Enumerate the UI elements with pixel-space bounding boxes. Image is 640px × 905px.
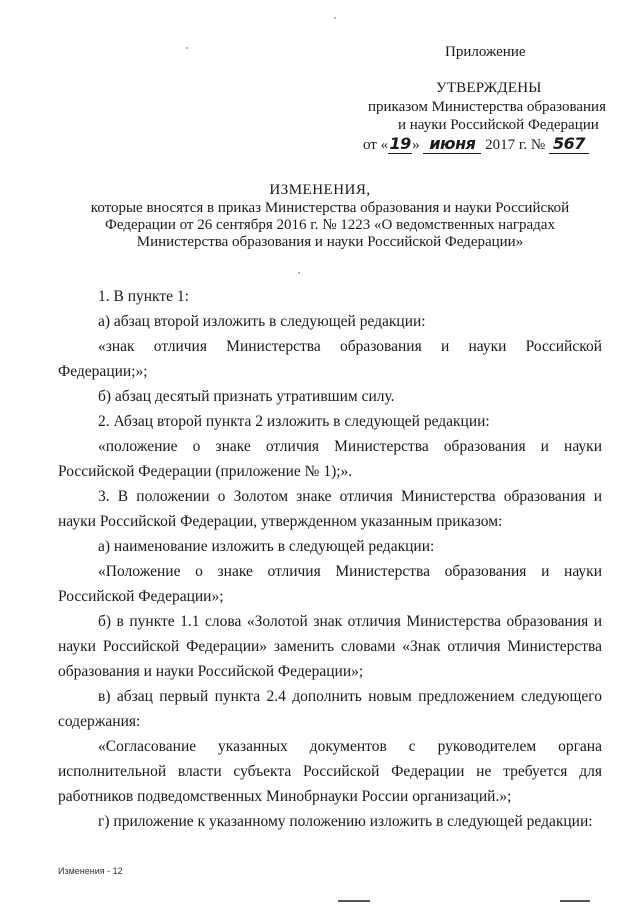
paragraph: «Согласование указанных документов с руководителем органа исполнительной власти субъекта Российской Федерации не требуется для работников подведомственных Минобрнауки России организаций.»; [58, 738, 602, 805]
handwritten-day: 19 [389, 134, 411, 153]
order-line-2: и науки Российской Федерации [398, 117, 599, 133]
subtitle-line-3: Министерства образования и науки Российской Федерации» [136, 234, 524, 250]
scan-edge-mark [560, 900, 590, 902]
approved-label: УТВЕРЖДЕНЫ [436, 80, 542, 96]
paragraph: «положение о знаке отличия Министерства образования и науки Российской Федерации (приложение № 1);». [58, 438, 602, 480]
date-mid: » [412, 137, 420, 153]
date-prefix: от « [363, 137, 389, 153]
handwritten-order-number: 567 [549, 134, 589, 154]
paragraph: б) в пункте 1.1 слова «Золотой знак отличия Министерства образования и науки Российской Федерации» заменить словами «Знак отличия Министерства образования и науки Российской Федерации»; [58, 613, 602, 680]
document-subtitle [70, 200, 590, 251]
subtitle-line-1: которые вносятся в приказ Министерства образования и науки Российской [90, 200, 570, 216]
paragraph: «знак отличия Министерства образования и науки Российской Федерации;»; [58, 338, 602, 380]
paragraph: 1. В пункте 1: [98, 288, 189, 305]
appendix-label: Приложение [445, 44, 526, 60]
page-footer-label: Изменения - 12 [58, 866, 123, 876]
paragraph: 3. В положении о Золотом знаке отличия Министерства образования и науки Российской Федерации, утвержденном указанным приказом: [58, 488, 602, 530]
handwritten-month: июня [423, 134, 481, 154]
paragraph: а) наименование изложить в следующей редакции: [98, 538, 435, 555]
order-line-1: приказом Министерства образования [368, 99, 606, 115]
scan-speck [334, 17, 336, 19]
document-body [58, 284, 602, 834]
scan-speck [298, 272, 300, 274]
scan-edge-mark [338, 900, 370, 902]
paragraph: 2. Абзац второй пункта 2 изложить в следующей редакции: [98, 413, 490, 430]
paragraph: б) абзац десятый признать утратившим силу. [98, 388, 395, 405]
paragraph: а) абзац второй изложить в следующей редакции: [98, 313, 426, 330]
order-date-line [363, 134, 589, 154]
scan-speck [186, 47, 188, 49]
paragraph: в) абзац первый пункта 2.4 дополнить новым предложением следующего содержания: [58, 688, 602, 730]
paragraph: «Положение о знаке отличия Министерства образования и науки Российской Федерации»; [58, 563, 602, 605]
subtitle-line-2: Федерации от 26 сентября 2016 г. № 1223 «О ведомственных наградах [105, 217, 555, 233]
date-year: 2017 г. № [485, 137, 546, 153]
document-title: ИЗМЕНЕНИЯ, [269, 182, 371, 198]
paragraph: г) приложение к указанному положению изложить в следующей редакции: [98, 813, 593, 830]
